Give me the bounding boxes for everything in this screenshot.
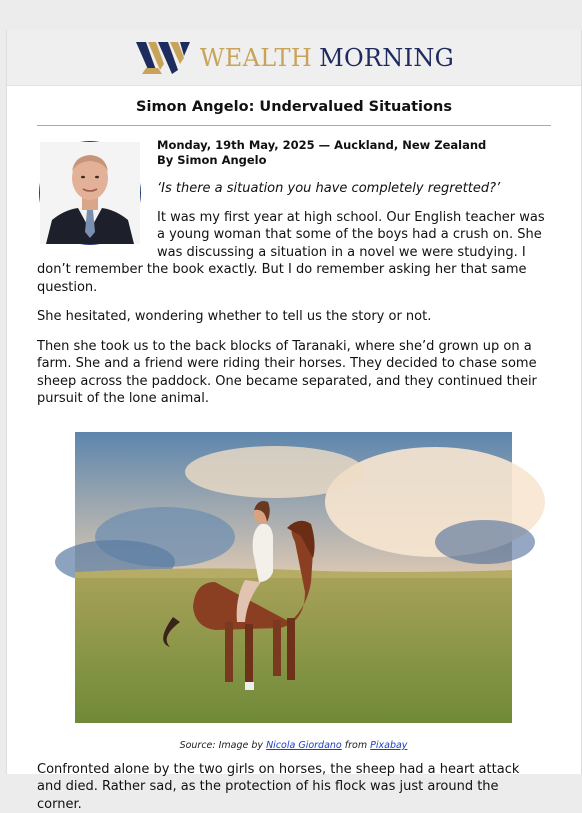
- caption-site-link[interactable]: Pixabay: [370, 740, 407, 751]
- caption-middle: from: [345, 740, 367, 751]
- brand-word-morning: MORNING: [319, 44, 454, 72]
- author-portrait-icon: [40, 142, 140, 244]
- paragraph: She hesitated, wondering whether to tell us the story or not.: [37, 308, 547, 326]
- author-avatar: [39, 141, 141, 245]
- article-photo: [75, 432, 512, 723]
- caption-prefix: Source: Image by: [180, 740, 263, 751]
- byline: By Simon Angelo: [37, 153, 547, 168]
- brand-name: [200, 44, 454, 72]
- wealth-morning-logo-icon: [134, 40, 192, 76]
- caption-author-link[interactable]: Nicola Giordano: [266, 740, 342, 751]
- opening-quote: ‘Is there a situation you have completely regretted?’: [37, 180, 547, 198]
- brand-word-wealth: WEALTH: [200, 44, 312, 72]
- email-page: [6, 30, 582, 774]
- paragraph: Confronted alone by the two girls on horses, the sheep had a heart attack and died. Rather sad, as the protection of his flock was just around the corner.: [37, 761, 547, 813]
- photo-caption: [75, 737, 512, 755]
- paragraph: Then she took us to the back blocks of Taranaki, where she’d grown up on a farm. She and a friend were riding their horses. They decided to chase some sheep across the paddock. One became separated, and they continued their pursuit of the lone animal.: [37, 338, 547, 408]
- paragraph: It was my first year at high school. Our English teacher was a young woman that some of the boys had a crush on. She was discussing a situation in a novel we were studying. I don’t remember the book exactly. But I do remember asking her that same question.: [37, 209, 547, 297]
- article-body: [7, 126, 581, 813]
- horse-rider-photo-icon: [75, 432, 512, 723]
- masthead: [7, 30, 581, 86]
- dateline: Monday, 19th May, 2025 — Auckland, New Zealand: [37, 138, 547, 153]
- article-title: Simon Angelo: Undervalued Situations: [7, 86, 581, 121]
